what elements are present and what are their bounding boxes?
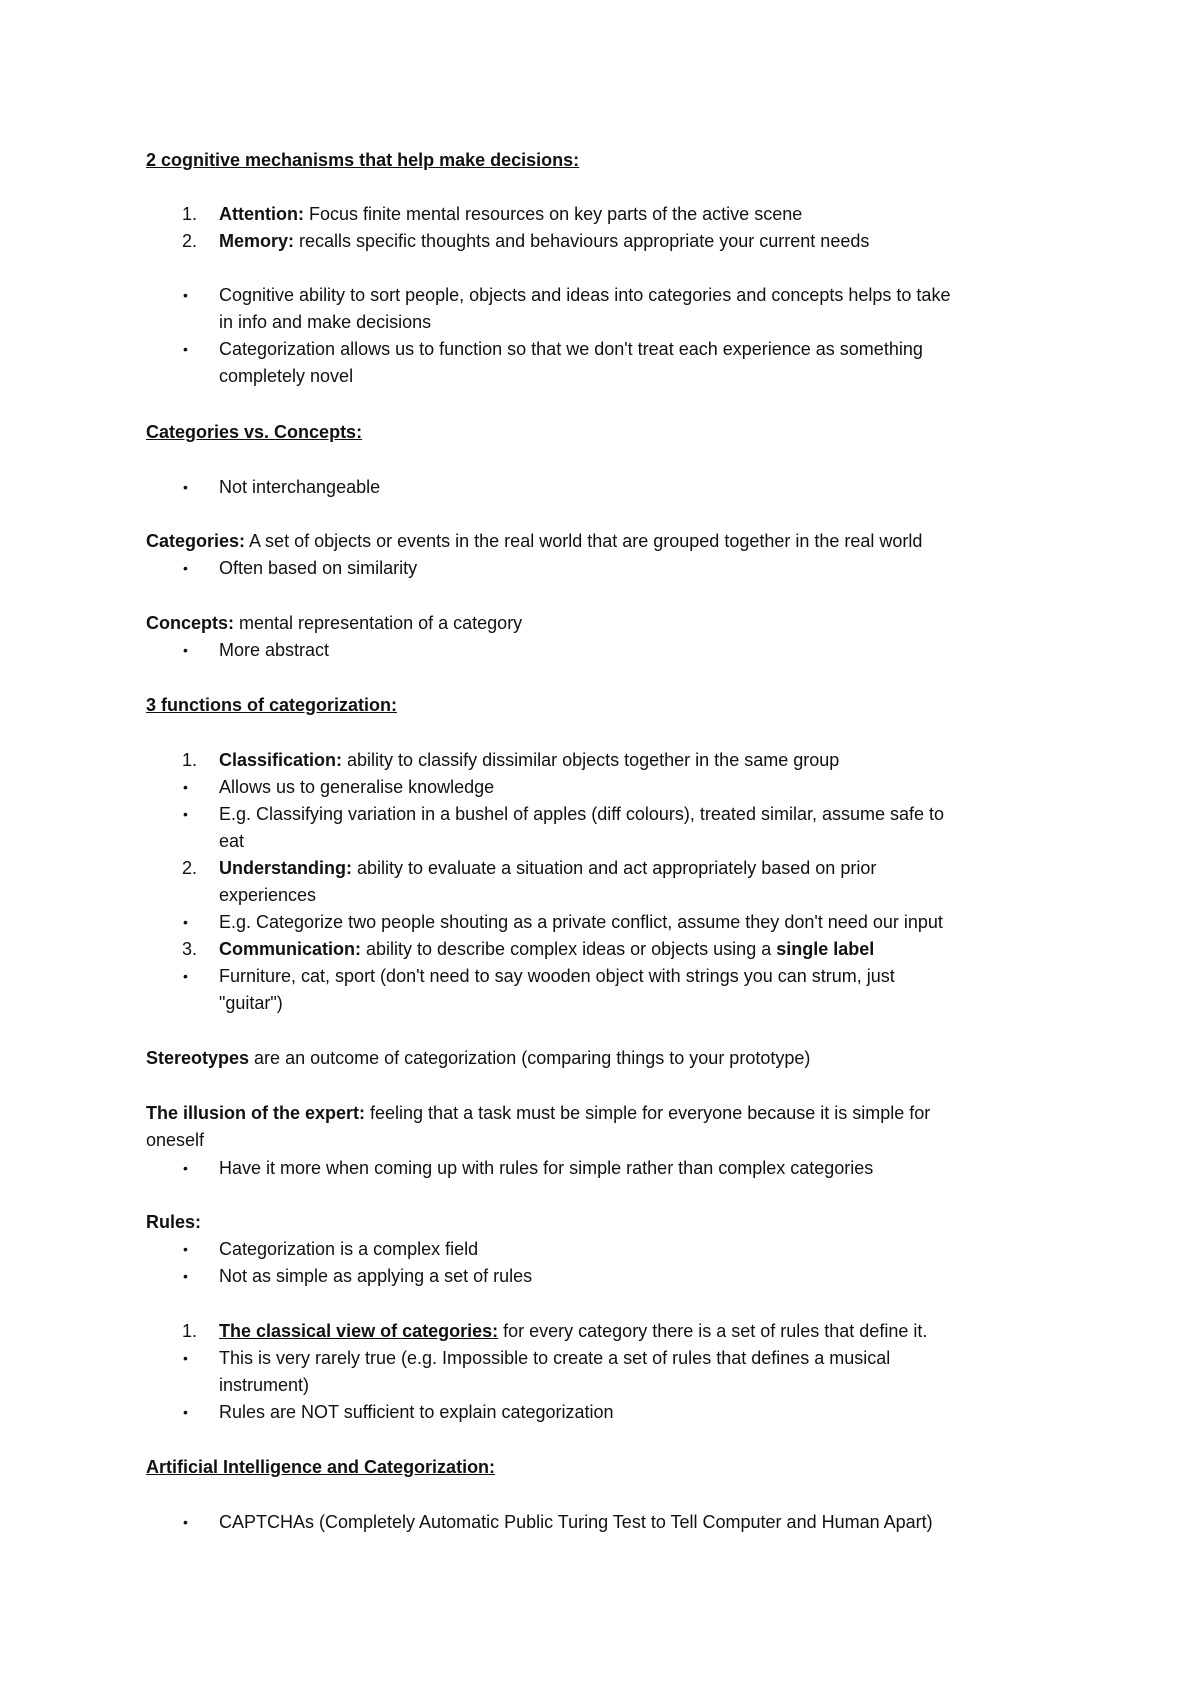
definition: Focus finite mental resources on key parts of the active scene	[303, 204, 803, 224]
bullet-glyph: •	[183, 1404, 188, 1420]
bullet-glyph: •	[183, 341, 188, 357]
bullet-glyph: •	[183, 560, 188, 576]
bullet-text: E.g. Categorize two people shouting as a private conflict, assume they don't need our input	[219, 912, 943, 932]
term: The classical view of categories:	[219, 1321, 499, 1341]
emphasis: single label	[776, 939, 875, 959]
bullet-text: E.g. Classifying variation in a bushel of apples (diff colours), treated similar, assume safe to	[219, 804, 945, 824]
heading-ai-and-categorization: Artificial Intelligence and Categorization:	[146, 1457, 496, 1477]
bullet-text-continued: completely novel	[219, 366, 354, 386]
term: Classification:	[219, 750, 343, 770]
definition: feeling that a task must be simple for everyone because it is simple for	[365, 1103, 931, 1123]
bullet-glyph: •	[183, 287, 188, 303]
bullet-glyph: •	[183, 914, 188, 930]
heading-categories-vs-concepts: Categories vs. Concepts:	[146, 422, 363, 442]
illusion-of-expert-paragraph	[146, 1101, 930, 1125]
bullet-glyph: •	[183, 1160, 188, 1176]
bullet-text: This is very rarely true (e.g. Impossible to create a set of rules that defines a musical	[219, 1348, 891, 1368]
bullet-glyph: •	[183, 1350, 188, 1366]
definition: are an outcome of categorization (comparing things to your prototype)	[249, 1048, 811, 1068]
term: Attention:	[219, 204, 304, 224]
bullet-text: Not as simple as applying a set of rules	[219, 1266, 533, 1286]
term: Stereotypes	[146, 1048, 250, 1068]
bullet-text: Cognitive ability to sort people, objects and ideas into categories and concepts helps to take	[219, 285, 951, 305]
list-item-memory	[219, 229, 869, 253]
list-item-communication	[219, 937, 874, 961]
bullet-glyph: •	[183, 1514, 188, 1530]
concepts-definition	[146, 611, 522, 635]
bullet-text-continued: in info and make decisions	[219, 312, 432, 332]
term: Categories:	[146, 531, 246, 551]
bullet-glyph: •	[183, 1268, 188, 1284]
categories-definition	[146, 529, 922, 553]
heading-cognitive-mechanisms: 2 cognitive mechanisms that help make decisions:	[146, 150, 580, 170]
list-number: 2.	[182, 858, 198, 878]
list-number: 1.	[182, 204, 198, 224]
bullet-glyph: •	[183, 642, 188, 658]
bullet-glyph: •	[183, 779, 188, 795]
definition: ability to evaluate a situation and act appropriately based on prior	[352, 858, 877, 878]
term: Understanding:	[219, 858, 352, 878]
bullet-text: More abstract	[219, 640, 330, 660]
bullet-text-continued: eat	[219, 831, 245, 851]
bullet-text-continued: "guitar")	[219, 993, 283, 1013]
definition: ability to classify dissimilar objects together in the same group	[342, 750, 840, 770]
bullet-text: CAPTCHAs (Completely Automatic Public Turing Test to Tell Computer and Human Apart)	[219, 1512, 933, 1532]
term: Memory:	[219, 231, 295, 251]
bullet-text: Categorization is a complex field	[219, 1239, 479, 1259]
bullet-glyph: •	[183, 806, 188, 822]
term: Communication:	[219, 939, 361, 959]
definition: mental representation of a category	[234, 613, 523, 633]
list-number: 1.	[182, 750, 198, 770]
list-item-continued: experiences	[219, 885, 317, 905]
list-item-understanding	[219, 856, 876, 880]
bullet-text-continued: instrument)	[219, 1375, 310, 1395]
definition: A set of objects or events in the real world that are grouped together in the real world	[245, 531, 923, 551]
bullet-text: Allows us to generalise knowledge	[219, 777, 495, 797]
bullet-glyph: •	[183, 1241, 188, 1257]
heading-rules: Rules:	[146, 1212, 202, 1232]
list-number: 2.	[182, 231, 198, 251]
paragraph-continued: oneself	[146, 1130, 205, 1150]
stereotypes-paragraph	[146, 1046, 810, 1070]
bullet-text: Furniture, cat, sport (don't need to say wooden object with strings you can strum, just	[219, 966, 895, 986]
heading-functions-of-categorization: 3 functions of categorization:	[146, 695, 398, 715]
term: The illusion of the expert:	[146, 1103, 366, 1123]
definition: ability to describe complex ideas or objects using a	[361, 939, 777, 959]
definition: recalls specific thoughts and behaviours appropriate your current needs	[294, 231, 870, 251]
bullet-text: Categorization allows us to function so that we don't treat each experience as something	[219, 339, 923, 359]
bullet-glyph: •	[183, 968, 188, 984]
list-number: 1.	[182, 1321, 198, 1341]
list-item-attention	[219, 202, 802, 226]
list-item-classical-view	[219, 1319, 927, 1343]
bullet-text: Often based on similarity	[219, 558, 418, 578]
list-number: 3.	[182, 939, 198, 959]
definition: for every category there is a set of rules that define it.	[498, 1321, 928, 1341]
bullet-text: Not interchangeable	[219, 477, 381, 497]
term: Concepts:	[146, 613, 235, 633]
bullet-glyph: •	[183, 479, 188, 495]
bullet-text: Have it more when coming up with rules for simple rather than complex categories	[219, 1158, 874, 1178]
bullet-text: Rules are NOT sufficient to explain categorization	[219, 1402, 614, 1422]
list-item-classification	[219, 748, 839, 772]
